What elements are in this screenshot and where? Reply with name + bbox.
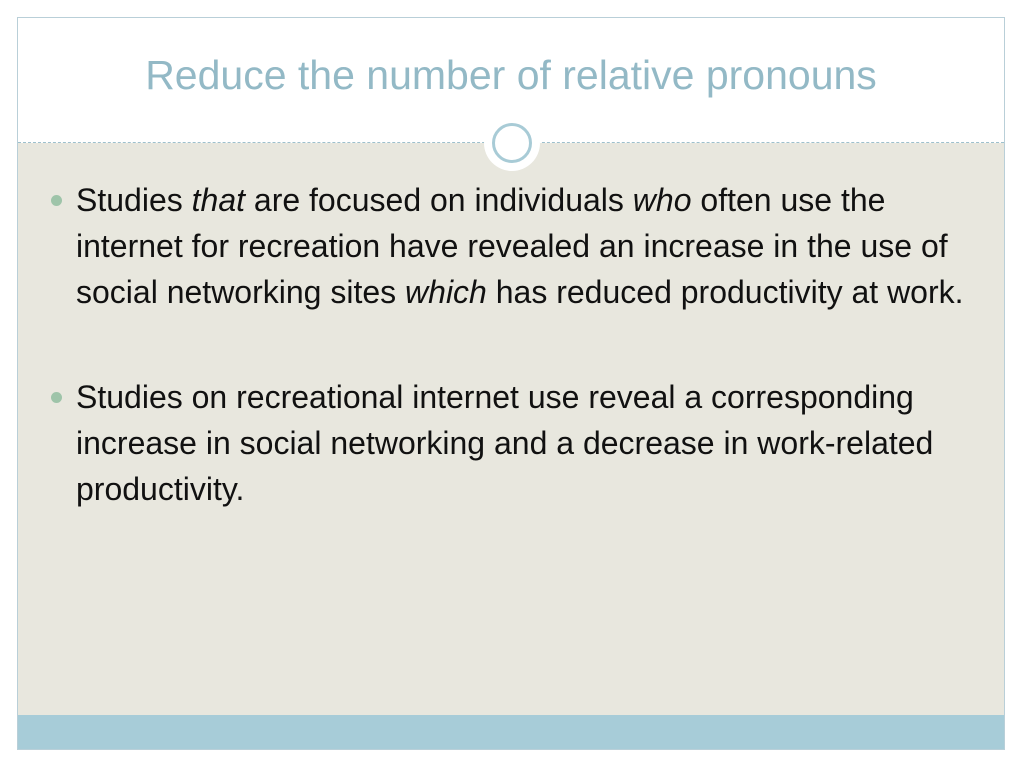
slide-frame (17, 17, 1005, 750)
circle-ornament-icon (484, 115, 540, 171)
bullet-text-segment: are focused on individuals (245, 182, 633, 218)
bullet-list (18, 177, 1004, 512)
bullet-dot-icon (51, 392, 62, 403)
bullet-text-italic: that (191, 182, 245, 218)
bullet-text-italic: which (405, 274, 487, 310)
bullet-text-segment: Studies on recreational internet use reveal a corresponding increase in social networking and a decrease in work-related productivity. (76, 379, 934, 507)
slide-title: Reduce the number of relative pronouns (145, 52, 877, 98)
bullet-item (18, 374, 1004, 512)
bullet-text-segment: often use the internet for recreation have revealed an increase in the use of social networking sites (76, 182, 948, 310)
bullet-text-segment: Studies (76, 182, 192, 218)
bullet-text-segment: has reduced productivity at work. (486, 274, 964, 310)
bullet-item (18, 177, 1004, 315)
bullet-dot-icon (51, 195, 62, 206)
bullet-text-italic: who (632, 182, 692, 218)
footer-bar (18, 715, 1004, 750)
content-area (18, 143, 1004, 715)
